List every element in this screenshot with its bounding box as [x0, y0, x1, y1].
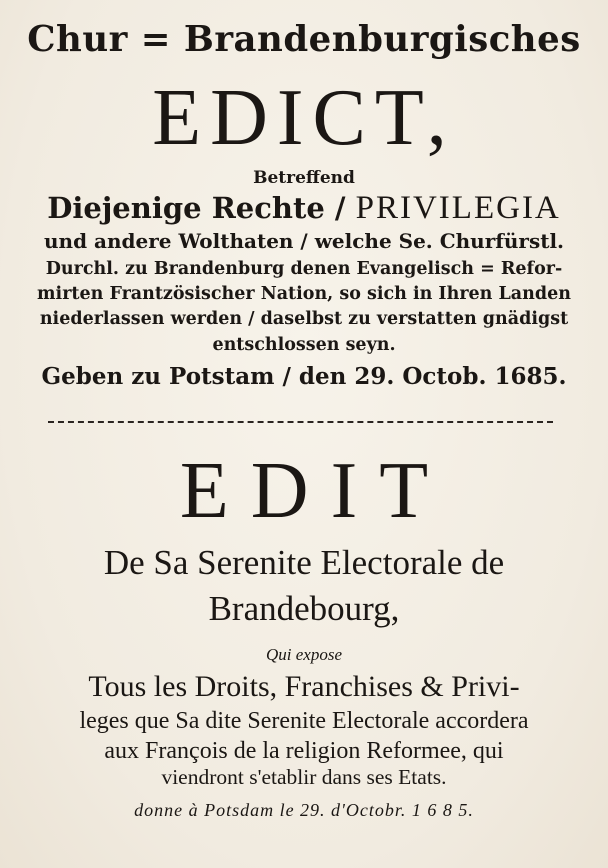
- edict-heading: EDICT,: [152, 74, 456, 162]
- french-line-1: De Sa Serenite Electorale de: [103, 543, 505, 582]
- german-given-line: Geben zu Potstam / den 29. Octob. 1685.: [41, 363, 567, 390]
- german-line-6: entschlossen seyn.: [212, 335, 396, 355]
- french-given-line: donne à Potsdam le 29. d'Octobr. 1 6 8 5.: [134, 800, 474, 820]
- french-line-2: Brandebourg,: [208, 589, 400, 628]
- german-line-4: mirten Frantzösischer Nation, so sich in Ihren Landen: [37, 284, 571, 304]
- german-line-1-text: Diejenige Rechte /: [47, 191, 356, 225]
- privilegia-word: PRIVILEGIA: [355, 190, 561, 226]
- french-line-5: aux François de la religion Reformee, qui: [104, 738, 504, 764]
- qui-expose-line: Qui expose: [265, 645, 342, 664]
- section-divider: [48, 421, 553, 423]
- french-line-3: Tous les Droits, Franchises & Privi-: [88, 670, 520, 703]
- german-title: Chur = Brandenburgisches: [27, 19, 581, 60]
- german-line-3: Durchl. zu Brandenburg denen Evangelisch = Refor-: [45, 259, 563, 279]
- german-line-5: niederlassen werden / daselbst zu verstatten gnädigst: [39, 309, 569, 329]
- german-line-1: [0, 192, 608, 225]
- german-line-2: und andere Wolthaten / welche Se. Churfürstl.: [43, 229, 565, 253]
- french-line-4: leges que Sa dite Serenite Electorale accordera: [79, 708, 529, 734]
- betreffend-line: Betreffend: [253, 168, 355, 188]
- edit-heading: EDIT: [179, 447, 451, 535]
- french-line-6: viendront s'etablir dans ses Etats.: [161, 765, 447, 789]
